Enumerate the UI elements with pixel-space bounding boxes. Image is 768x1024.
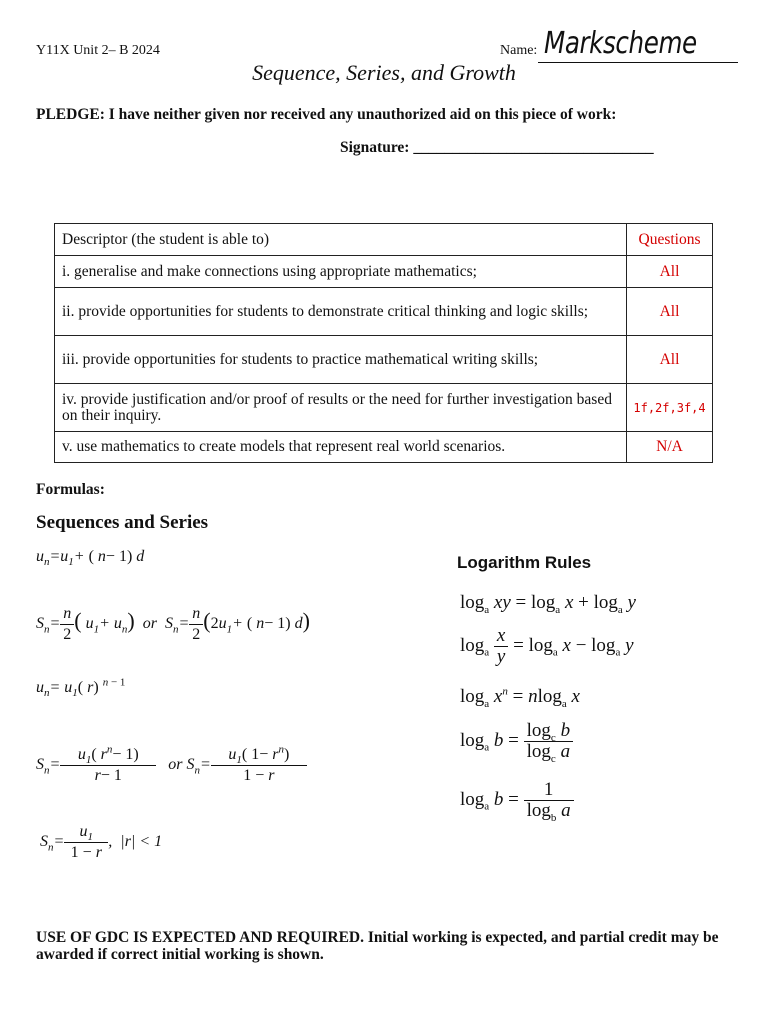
log-change-of-base-rule: $\log_a b$ = $\frac{\log_c b}{\log_c a}$ bbox=[460, 721, 573, 762]
or-text: or bbox=[168, 756, 183, 774]
descriptor-cell: v. use mathematics to create models that represent real world scenarios. bbox=[55, 432, 627, 463]
convergence-condition: |r| < 1 bbox=[120, 833, 163, 851]
table-header-row bbox=[55, 224, 713, 256]
page-title: Sequence, Series, and Growth bbox=[252, 60, 516, 85]
log-reciprocal-rule: $\log_a b$ = $\frac{1}{\log_b a}$ bbox=[460, 780, 574, 821]
table-row bbox=[55, 432, 713, 463]
geometric-nth-term-formula: $u_n= u_1$( r) $^{n - 1}$ bbox=[36, 676, 126, 700]
formulas-label: Formulas: bbox=[36, 481, 105, 498]
log-quotient-rule: $\log_a$ $\frac{x}{y}$ = $\log_a x - \log_a y$ bbox=[460, 625, 634, 667]
descriptor-header: Descriptor (the student is able to) bbox=[55, 224, 627, 256]
pledge-text: PLEDGE: I have neither given nor received any unauthorized aid on this piece of work: bbox=[36, 106, 617, 123]
questions-cell: 1f,2f,3f,4 bbox=[627, 384, 713, 432]
name-label: Name: bbox=[500, 43, 538, 58]
questions-header: Questions bbox=[627, 224, 713, 256]
handwritten-name: Markscheme bbox=[544, 26, 697, 61]
questions-cell: All bbox=[627, 288, 713, 336]
questions-cell: N/A bbox=[627, 432, 713, 463]
log-power-rule: $\log_a x^n = nlog_a$ x bbox=[460, 685, 580, 710]
geometric-sum-formula: $S_n=$ $\frac{u_1( r^n- 1)}{r- 1}$ or $S_n=$ $\frac{u_1( 1- r^n)}{1 - r}$ bbox=[36, 745, 307, 786]
descriptor-cell: i. generalise and make connections using appropriate mathematics; bbox=[55, 256, 627, 288]
log-product-rule: $\log_a$ xy = $\log_a x + \log_a y$ bbox=[460, 592, 636, 616]
infinite-sum-formula: $S_n=$ $\frac{u_1}{1 - r}$ , |r| < 1 bbox=[40, 823, 163, 861]
descriptor-cell: ii. provide opportunities for students to demonstrate critical thinking and logic skills; bbox=[55, 288, 627, 336]
descriptor-table bbox=[54, 223, 713, 463]
table-row bbox=[55, 256, 713, 288]
questions-cell: All bbox=[627, 336, 713, 384]
logarithm-heading: Logarithm Rules bbox=[457, 553, 592, 572]
table-row bbox=[55, 288, 713, 336]
gdc-instructions: USE OF GDC IS EXPECTED AND REQUIRED. Initial working is expected, and partial credit may be awarded if correct initial working is shown. bbox=[36, 929, 719, 963]
sequences-heading: Sequences and Series bbox=[36, 512, 209, 533]
table-row bbox=[55, 384, 713, 432]
descriptor-cell: iv. provide justification and/or proof of results or the need for further investigation based on their inquiry. bbox=[55, 384, 627, 432]
arithmetic-sum-formula: $S_n=$ $\frac{n}{2}$ ( $u_1+ u_n$) or $S_n=$ $\frac{n}{2}$ ($2u_1+$ ( n− 1) d) bbox=[36, 605, 310, 643]
descriptor-cell: iii. provide opportunities for students to practice mathematical writing skills; bbox=[55, 336, 627, 384]
table-row bbox=[55, 336, 713, 384]
signature-label: Signature: bbox=[340, 139, 410, 156]
course-code: Y11X Unit 2– B 2024 bbox=[36, 43, 160, 58]
signature-blank: _______________________________ bbox=[413, 139, 654, 156]
arithmetic-nth-term-formula: $u_n=u_1+$ ( n− 1) d bbox=[36, 548, 145, 569]
or-text: or bbox=[142, 615, 157, 633]
signature-line bbox=[340, 139, 654, 157]
questions-cell: All bbox=[627, 256, 713, 288]
